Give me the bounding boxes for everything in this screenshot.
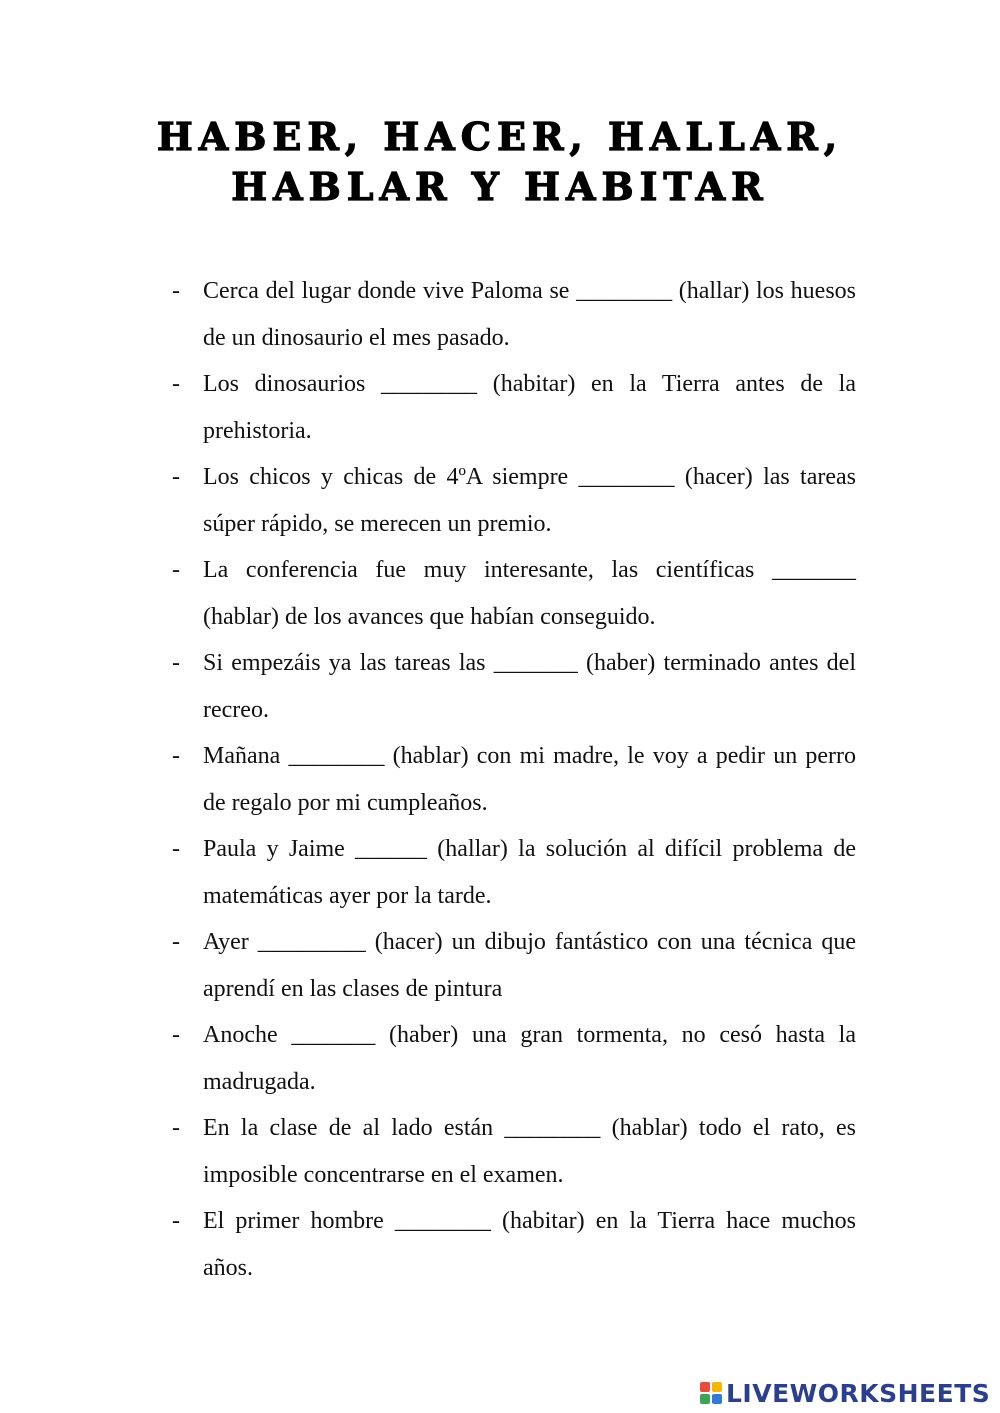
- liveworksheets-logo[interactable]: [700, 1378, 990, 1408]
- exercise-item: [172, 733, 856, 826]
- exercise-text: Paula y Jaime ______ (hallar) la solución al difícil problema de matemáticas ayer por la tarde.: [203, 836, 856, 909]
- exercise-item: [172, 1105, 856, 1198]
- exercise-item: [172, 826, 856, 919]
- bullet-dash: -: [172, 371, 180, 397]
- exercise-text: Anoche _______ (haber) una gran tormenta, no cesó hasta la madrugada.: [203, 1022, 856, 1095]
- exercise-list: [172, 268, 856, 1291]
- exercise-item: [172, 454, 856, 547]
- exercise-item: [172, 1198, 856, 1291]
- bullet-dash: -: [172, 650, 180, 676]
- logo-square-green: [700, 1394, 710, 1404]
- exercise-text: Mañana ________ (hablar) con mi madre, le voy a pedir un perro de regalo por mi cumpleaños.: [203, 743, 856, 816]
- exercise-item: [172, 361, 856, 454]
- exercise-text: Cerca del lugar donde vive Paloma se ________ (hallar) los huesos de un dinosaurio el mes pasado.: [203, 278, 856, 351]
- exercise-item: [172, 1012, 856, 1105]
- exercise-text: Si empezáis ya las tareas las _______ (haber) terminado antes del recreo.: [203, 650, 856, 723]
- exercise-text: Ayer _________ (hacer) un dibujo fantástico con una técnica que aprendí en las clases de pintura: [203, 929, 856, 1002]
- bullet-dash: -: [172, 929, 180, 955]
- exercise-text: Los chicos y chicas de 4ºA siempre ________ (hacer) las tareas súper rápido, se merecen un premio.: [203, 464, 856, 537]
- exercise-item: [172, 640, 856, 733]
- bullet-dash: -: [172, 1208, 180, 1234]
- exercise-item: [172, 547, 856, 640]
- bullet-dash: -: [172, 1115, 180, 1141]
- logo-square-yellow: [712, 1382, 722, 1392]
- bullet-dash: -: [172, 836, 180, 862]
- logo-square-red: [700, 1382, 710, 1392]
- worksheet-title: [0, 112, 1000, 212]
- bullet-dash: -: [172, 1022, 180, 1048]
- title-line-1: HABER, HACER, HALLAR,: [156, 114, 844, 159]
- bullet-dash: -: [172, 557, 180, 583]
- exercise-text: En la clase de al lado están ________ (hablar) todo el rato, es imposible concentrarse en el examen.: [203, 1115, 856, 1188]
- bullet-dash: -: [172, 464, 180, 490]
- exercise-text: La conferencia fue muy interesante, las científicas _______ (hablar) de los avances que habían conseguido.: [203, 557, 856, 630]
- exercise-text: Los dinosaurios ________ (habitar) en la Tierra antes de la prehistoria.: [203, 371, 856, 444]
- exercise-text: El primer hombre ________ (habitar) en la Tierra hace muchos años.: [203, 1208, 856, 1281]
- liveworksheets-logo-icon: [700, 1382, 722, 1404]
- exercise-item: [172, 268, 856, 361]
- title-line-2: HABLAR Y HABITAR: [231, 164, 769, 209]
- bullet-dash: -: [172, 278, 180, 304]
- bullet-dash: -: [172, 743, 180, 769]
- exercise-item: [172, 919, 856, 1012]
- logo-square-blue: [712, 1394, 722, 1404]
- logo-text: LIVEWORKSHEETS: [726, 1378, 991, 1408]
